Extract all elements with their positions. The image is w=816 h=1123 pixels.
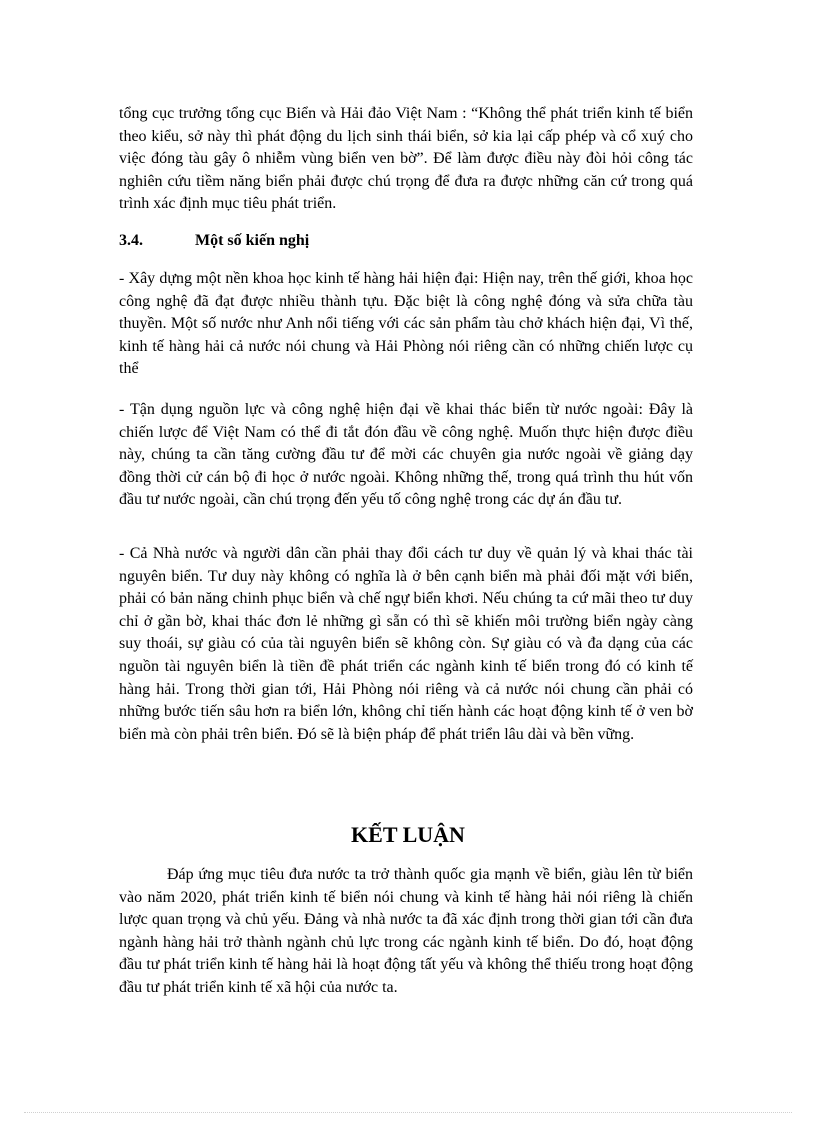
recommendation-paragraph: - Cả Nhà nước và người dân cần phải thay đổi cách tư duy về quản lý và khai thác tài nguyên biển. Tư duy này không có nghĩa là ở bên cạnh biển mà phải đối mặt với biển, phải có bản năng chinh phục biển và chế ngự biển khơi. Nếu chúng ta cứ mãi theo tư duy chỉ ở gần bờ, khai thác đơn lẻ những gì sẵn có thì sẽ khiến môi trường biển ngày càng suy thoái, sự giàu có của tài nguyên biển sẽ không còn. Sự giàu có và đa dạng của các nguồn tài nguyên biển là tiền đề phát triển các ngành kinh tế biển trong đó có kinh tế hàng hải. Trong thời gian tới, Hải Phòng nói riêng và cả nước nói chung cần phải có những bước tiến sâu hơn ra biển lớn, không chỉ tiến hành các hoạt động kinh tế ở ven bờ biển mà còn phải trên biển. Đó sẽ là biện pháp để phát triển lâu dài và bền vững. — [119, 545, 693, 743]
conclusion-heading: KẾT LUẬN — [351, 822, 465, 847]
section-heading — [119, 230, 309, 252]
page-bottom-divider — [24, 1112, 792, 1113]
intro-paragraph: tổng cục trưởng tổng cục Biển và Hải đảo Việt Nam : “Không thể phát triển kinh tế biển theo kiểu, sở này thì phát động du lịch sinh thái biển, sở kia lại cấp phép và cổ xuý cho việc đóng tàu gây ô nhiễm vùng biển ven bờ”. Để làm được điều này đòi hỏi công tác nghiên cứu tiềm năng biển phải được chú trọng để đưa ra được những căn cứ trong quá trình xác định mục tiêu phát triển. — [119, 105, 693, 213]
recommendation-paragraph: - Xây dựng một nền khoa học kinh tế hàng hải hiện đại: Hiện nay, trên thế giới, khoa học công nghệ đã đạt được nhiều thành tựu. Đặc biệt là công nghệ đóng và sửa chữa tàu thuyền. Một số nước như Anh nổi tiếng với các sản phẩm tàu chở khách hiện đại, Vì thế, kinh tế hàng hải cả nước nói chung và Hải Phòng nói riêng cần có những chiến lược cụ thể — [119, 270, 693, 378]
section-number: 3.4. — [119, 232, 143, 249]
recommendation-block — [119, 399, 693, 512]
recommendation-block — [119, 268, 693, 381]
intro-paragraph-block — [119, 103, 693, 216]
recommendation-paragraph: - Tận dụng nguồn lực và công nghệ hiện đại về khai thác biển từ nước ngoài: Đây là chiến lược để Việt Nam có thể đi tắt đón đầu về công nghệ. Muốn thực hiện được điều này, chúng ta cần tăng cường đầu tư để mời các chuyên gia nước ngoài về giảng dạy đồng thời cử cán bộ đi học ở nước ngoài. Không những thế, trong quá trình thu hút vốn đầu tư nước ngoài, cần chú trọng đến yếu tố công nghệ trong các dự án đầu tư. — [119, 401, 693, 509]
conclusion-paragraph: Đáp ứng mục tiêu đưa nước ta trở thành quốc gia mạnh về biển, giàu lên từ biển vào năm 2020, phát triển kinh tế biển nói chung và kinh tế hàng hải nói riêng là chiến lược quan trọng và chủ yếu. Đảng và nhà nước ta đã xác định trong thời gian tới cần đưa ngành hàng hải trở thành ngành chủ lực trong các ngành kinh tế biển. Do đó, hoạt động đầu tư phát triển kinh tế hàng hải là hoạt động tất yếu và không thể thiếu trong hoạt động đầu tư phát triển kinh tế xã hội của nước ta. — [119, 866, 693, 996]
recommendation-block — [119, 543, 693, 746]
section-title: Một số kiến nghị — [195, 232, 310, 249]
conclusion-block — [119, 864, 693, 1000]
